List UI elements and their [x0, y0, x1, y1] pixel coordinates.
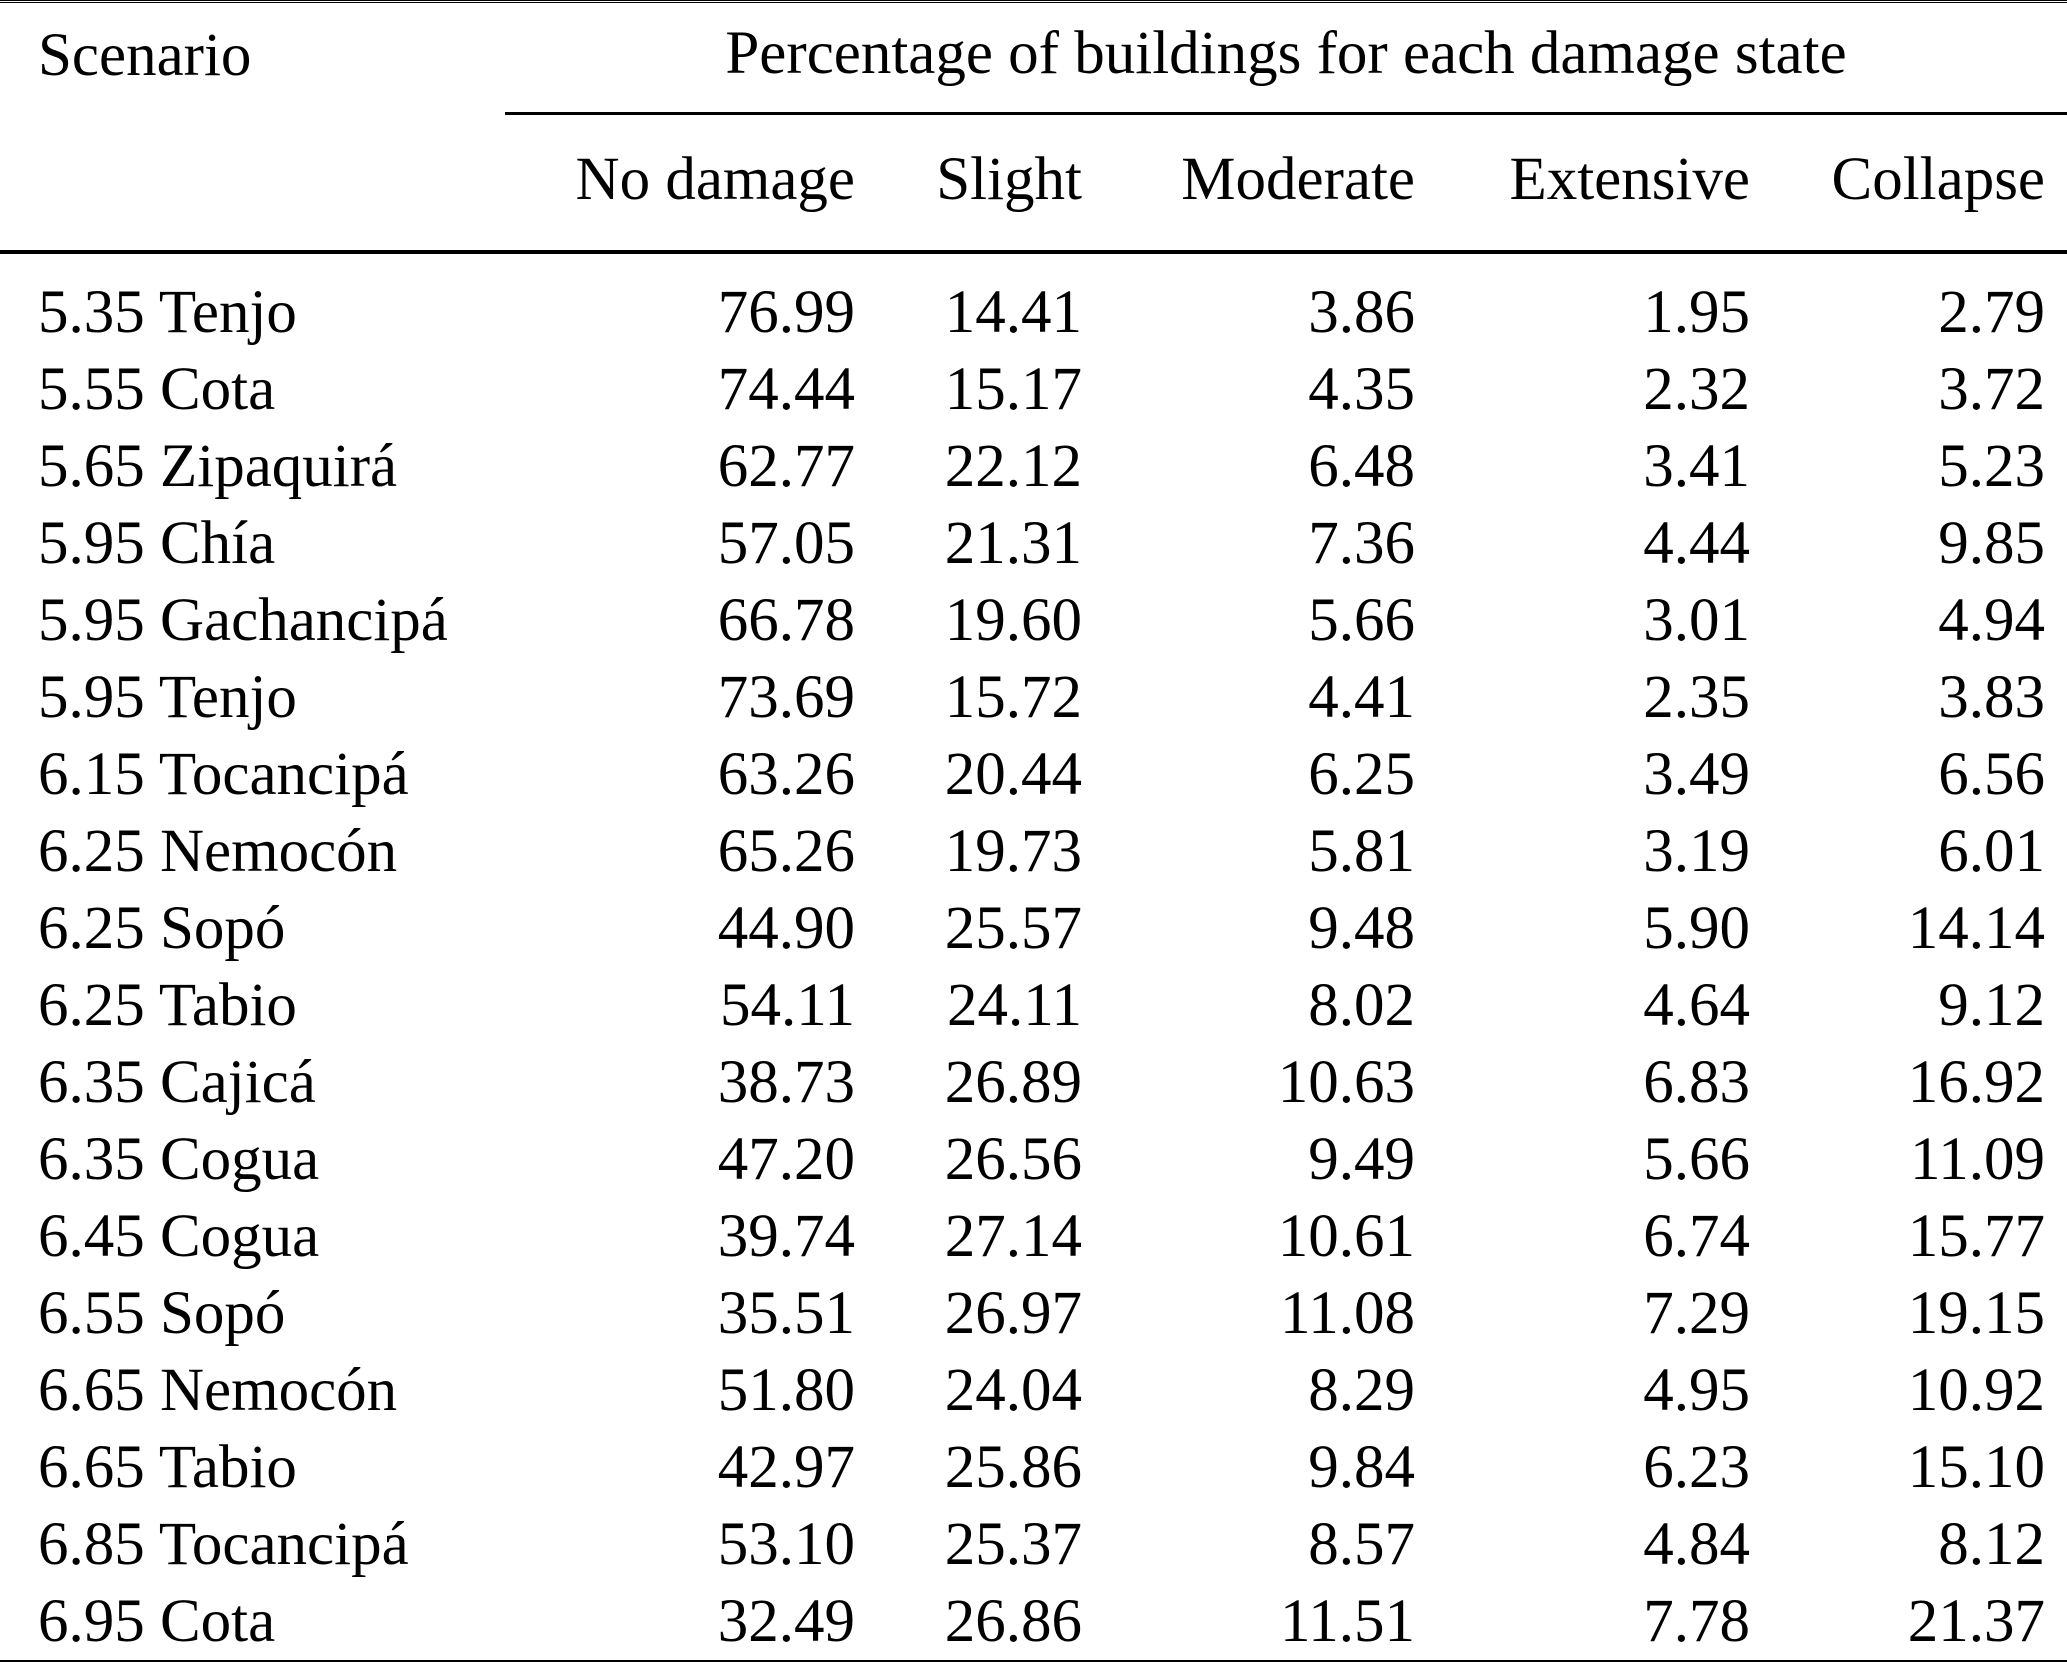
value-cell-slight: 21.31 [944, 509, 1082, 577]
value-cell-moderate: 3.86 [1308, 278, 1415, 346]
value-cell-moderate: 8.02 [1308, 971, 1415, 1039]
value-cell-extensive: 3.01 [1643, 586, 1750, 654]
table-row [0, 505, 2067, 582]
value-cell-extensive: 7.29 [1643, 1279, 1750, 1347]
value-cell-moderate: 8.29 [1308, 1356, 1415, 1424]
column-header-collapse: Collapse [1750, 113, 2067, 252]
value-cell-no-damage: 44.90 [717, 894, 855, 962]
value-cell-no-damage: 66.78 [717, 586, 855, 654]
value-cell-extensive: 6.74 [1643, 1202, 1750, 1270]
scenario-cell: 6.45 Cogua [38, 1202, 320, 1270]
value-cell-collapse: 2.79 [1938, 278, 2046, 346]
value-cell-no-damage: 65.26 [717, 817, 855, 885]
value-cell-moderate: 9.84 [1308, 1433, 1415, 1501]
column-header-extensive: Extensive [1415, 113, 1750, 252]
value-cell-moderate: 10.63 [1277, 1048, 1415, 1116]
value-cell-slight: 15.72 [944, 663, 1082, 731]
value-cell-collapse: 3.72 [1938, 355, 2046, 423]
value-cell-no-damage: 51.80 [717, 1356, 855, 1424]
scenario-cell: 6.65 Nemocón [38, 1356, 398, 1424]
value-cell-slight: 22.12 [944, 432, 1082, 500]
value-cell-no-damage: 57.05 [717, 509, 855, 577]
scenario-cell: 6.35 Cogua [38, 1125, 320, 1193]
table-row [0, 582, 2067, 659]
value-cell-moderate: 5.66 [1308, 586, 1415, 654]
value-cell-collapse: 5.23 [1938, 432, 2046, 500]
scenario-cell: 6.15 Tocancipá [38, 740, 409, 808]
value-cell-moderate: 11.08 [1280, 1279, 1415, 1347]
value-cell-extensive: 4.84 [1643, 1510, 1750, 1578]
value-cell-extensive: 5.90 [1643, 894, 1750, 962]
value-cell-moderate: 6.25 [1308, 740, 1415, 808]
table-body [0, 252, 2067, 1660]
value-cell-extensive: 2.35 [1643, 663, 1750, 731]
table-row [0, 659, 2067, 736]
value-cell-collapse: 4.94 [1938, 586, 2046, 654]
value-cell-slight: 27.14 [944, 1202, 1082, 1270]
value-cell-slight: 24.04 [944, 1356, 1082, 1424]
table-row [0, 890, 2067, 967]
value-cell-collapse: 19.15 [1907, 1279, 2046, 1347]
table-row [0, 1121, 2067, 1198]
value-cell-slight: 25.37 [944, 1510, 1082, 1578]
scenario-cell: 5.95 Gachancipá [38, 586, 448, 654]
table-header [0, 3, 2067, 252]
value-cell-no-damage: 62.77 [717, 432, 855, 500]
table-row [0, 967, 2067, 1044]
damage-state-table [0, 3, 2067, 1660]
scenario-cell: 5.95 Tenjo [38, 663, 297, 731]
scenario-cell: 5.55 Cota [38, 355, 276, 423]
value-cell-extensive: 3.19 [1643, 817, 1750, 885]
value-cell-moderate: 7.36 [1308, 509, 1415, 577]
value-cell-extensive: 7.78 [1643, 1587, 1750, 1655]
value-cell-collapse: 10.92 [1907, 1356, 2046, 1424]
table-row [0, 1506, 2067, 1583]
value-cell-no-damage: 63.26 [717, 740, 855, 808]
scenario-cell: 6.85 Tocancipá [38, 1510, 409, 1578]
value-cell-extensive: 4.64 [1643, 971, 1750, 1039]
scenario-cell: 5.95 Chía [38, 509, 276, 577]
value-cell-no-damage: 54.11 [720, 971, 855, 1039]
value-cell-slight: 26.86 [944, 1587, 1082, 1655]
value-cell-moderate: 10.61 [1277, 1202, 1415, 1270]
value-cell-extensive: 6.83 [1643, 1048, 1750, 1116]
value-cell-extensive: 6.23 [1643, 1433, 1750, 1501]
value-cell-collapse: 6.01 [1938, 817, 2046, 885]
value-cell-extensive: 3.49 [1643, 740, 1750, 808]
table-row [0, 351, 2067, 428]
value-cell-no-damage: 74.44 [717, 355, 855, 423]
value-cell-collapse: 3.83 [1938, 663, 2046, 731]
value-cell-extensive: 4.95 [1643, 1356, 1750, 1424]
scenario-cell: 6.25 Nemocón [38, 817, 398, 885]
value-cell-moderate: 11.51 [1280, 1587, 1415, 1655]
value-cell-collapse: 9.85 [1938, 509, 2046, 577]
value-cell-collapse: 14.14 [1907, 894, 2046, 962]
value-cell-extensive: 2.32 [1643, 355, 1750, 423]
value-cell-slight: 26.89 [944, 1048, 1082, 1116]
value-cell-collapse: 15.77 [1907, 1202, 2046, 1270]
value-cell-moderate: 8.57 [1308, 1510, 1415, 1578]
span-column-header: Percentage of buildings for each damage state [505, 3, 2067, 114]
column-header-no-damage: No damage [505, 113, 855, 252]
scenario-cell: 5.35 Tenjo [38, 278, 297, 346]
value-cell-slight: 15.17 [944, 355, 1082, 423]
value-cell-slight: 19.60 [944, 586, 1082, 654]
value-cell-extensive: 5.66 [1643, 1125, 1750, 1193]
scenario-cell: 6.35 Cajicá [38, 1048, 316, 1116]
value-cell-slight: 25.57 [944, 894, 1082, 962]
value-cell-no-damage: 39.74 [717, 1202, 855, 1270]
value-cell-moderate: 4.41 [1308, 663, 1415, 731]
value-cell-slight: 20.44 [944, 740, 1082, 808]
value-cell-extensive: 3.41 [1643, 432, 1750, 500]
table-row [0, 1044, 2067, 1121]
table-row [0, 252, 2067, 351]
column-header-moderate: Moderate [1082, 113, 1415, 252]
value-cell-moderate: 4.35 [1308, 355, 1415, 423]
value-cell-slight: 19.73 [944, 817, 1082, 885]
table-row [0, 1198, 2067, 1275]
value-cell-no-damage: 76.99 [717, 278, 855, 346]
value-cell-collapse: 16.92 [1907, 1048, 2046, 1116]
value-cell-no-damage: 73.69 [717, 663, 855, 731]
value-cell-collapse: 8.12 [1938, 1510, 2046, 1578]
span-header-row [0, 3, 2067, 114]
scenario-cell: 6.95 Cota [38, 1587, 276, 1655]
table-row [0, 813, 2067, 890]
value-cell-collapse: 9.12 [1938, 971, 2046, 1039]
value-cell-moderate: 9.49 [1308, 1125, 1415, 1193]
value-cell-extensive: 4.44 [1643, 509, 1750, 577]
value-cell-slight: 26.97 [944, 1279, 1082, 1347]
table-row [0, 1275, 2067, 1352]
value-cell-moderate: 6.48 [1308, 432, 1415, 500]
value-cell-collapse: 6.56 [1938, 740, 2046, 808]
value-cell-no-damage: 38.73 [717, 1048, 855, 1116]
value-cell-slight: 24.11 [947, 971, 1082, 1039]
value-cell-no-damage: 42.97 [717, 1433, 855, 1501]
value-cell-no-damage: 53.10 [717, 1510, 855, 1578]
table-row [0, 428, 2067, 505]
value-cell-collapse: 15.10 [1907, 1433, 2046, 1501]
table-row [0, 736, 2067, 813]
scenario-cell: 6.65 Tabio [38, 1433, 297, 1501]
value-cell-moderate: 5.81 [1308, 817, 1415, 885]
scenario-cell: 6.25 Sopó [38, 894, 286, 962]
scenario-cell: 5.65 Zipaquirá [38, 432, 398, 500]
scenario-cell: 6.25 Tabio [38, 971, 297, 1039]
value-cell-collapse: 21.37 [1907, 1587, 2046, 1655]
scenario-cell: 6.55 Sopó [38, 1279, 286, 1347]
column-header-slight: Slight [855, 113, 1082, 252]
value-cell-collapse: 11.09 [1910, 1125, 2046, 1193]
value-cell-no-damage: 32.49 [717, 1587, 855, 1655]
table-row [0, 1429, 2067, 1506]
table-row [0, 1583, 2067, 1660]
value-cell-no-damage: 35.51 [717, 1279, 855, 1347]
value-cell-extensive: 1.95 [1643, 278, 1750, 346]
value-cell-moderate: 9.48 [1308, 894, 1415, 962]
scenario-column-header: Scenario [0, 3, 505, 252]
value-cell-slight: 26.56 [944, 1125, 1082, 1193]
value-cell-slight: 25.86 [944, 1433, 1082, 1501]
value-cell-no-damage: 47.20 [717, 1125, 855, 1193]
value-cell-slight: 14.41 [944, 278, 1082, 346]
table-row [0, 1352, 2067, 1429]
